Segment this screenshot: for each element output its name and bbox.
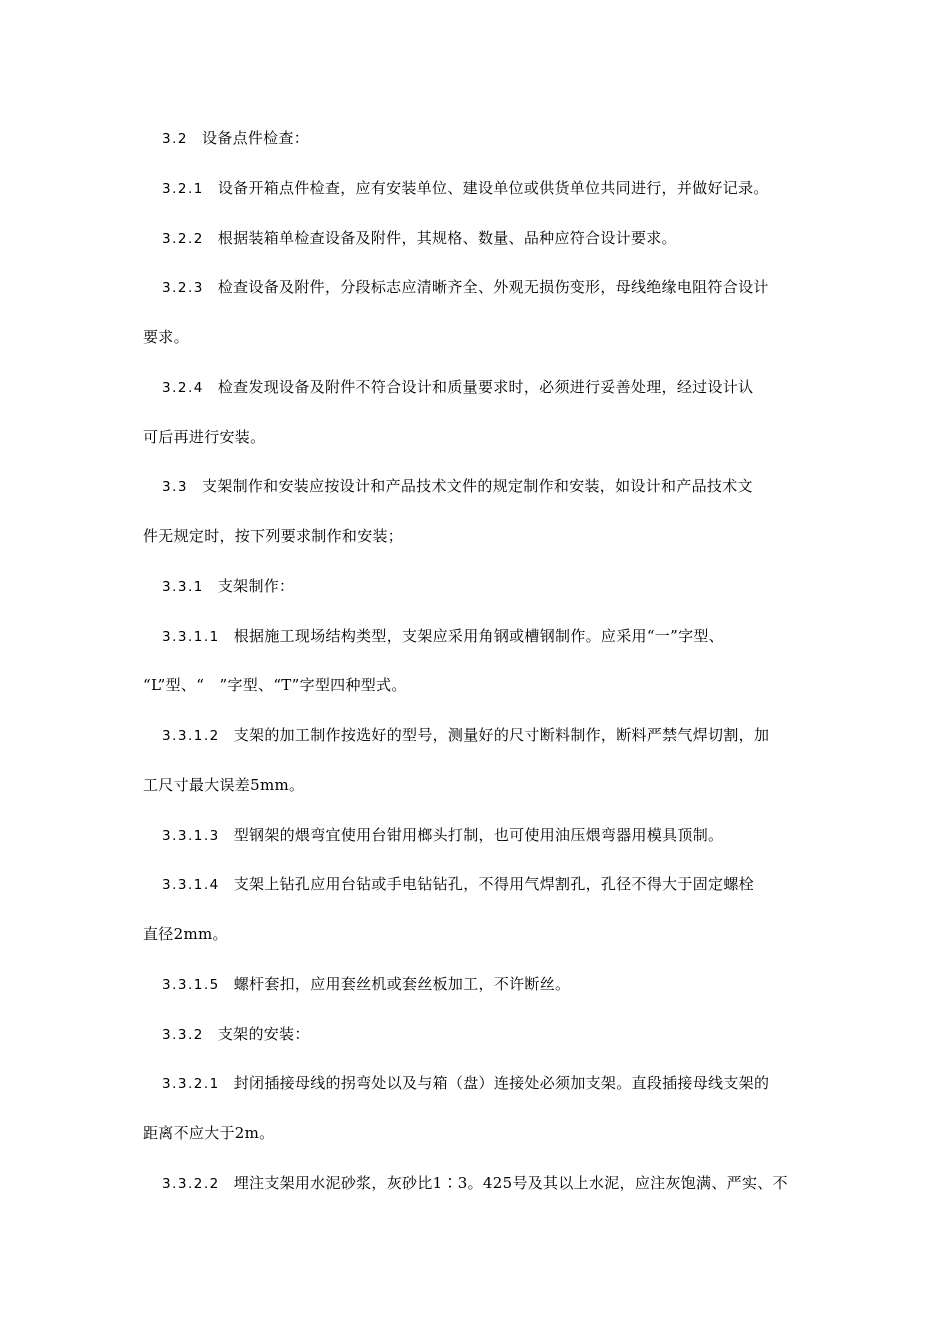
section-number: 3.3.2.2 bbox=[162, 1175, 220, 1192]
section-3-3-1-1-continuation bbox=[143, 671, 809, 721]
section-number: 3.2.3 bbox=[162, 280, 204, 297]
section-3-2-2 bbox=[143, 224, 809, 274]
section-3-3-1-1 bbox=[143, 622, 809, 672]
section-3-3-1-4-continuation bbox=[143, 920, 809, 970]
section-number: 3.2.1 bbox=[162, 180, 204, 197]
section-text: 检查设备及附件，分段标志应清晰齐全、外观无损伤变形，母线绝缘电阻符合设计 bbox=[217, 278, 769, 297]
section-text: 支架的安装： bbox=[217, 1024, 310, 1043]
section-number: 3.2.4 bbox=[162, 379, 204, 396]
section-number: 3.2.2 bbox=[162, 230, 204, 247]
section-3-2-1 bbox=[143, 174, 809, 224]
section-3-3-2 bbox=[143, 1020, 809, 1070]
section-number: 3.3.1.3 bbox=[162, 827, 220, 844]
section-number: 3.2 bbox=[162, 131, 188, 147]
section-3-3-1-2 bbox=[143, 721, 809, 771]
section-3-3-2-1 bbox=[143, 1069, 809, 1119]
section-3-3-1-5 bbox=[143, 970, 809, 1020]
section-text: 埋注支架用水泥砂浆，灰砂比1∶3。425号及其以上水泥，应注灰饱满、严实、不 bbox=[233, 1173, 788, 1192]
section-text: 型钢架的煨弯宜使用台钳用榔头打制，也可使用油压煨弯器用模具顶制。 bbox=[233, 825, 724, 844]
section-text: 检查发现设备及附件不符合设计和质量要求时，必须进行妥善处理，经过设计认 bbox=[217, 377, 754, 396]
section-number: 3.3.2 bbox=[162, 1026, 204, 1043]
section-number: 3.3.1.5 bbox=[162, 976, 220, 993]
section-3-3-2-2 bbox=[143, 1169, 809, 1219]
section-text: 封闭插接母线的拐弯处以及与箱（盘）连接处必须加支架。直段插接母线支架的 bbox=[233, 1074, 770, 1093]
section-number: 3.3.1.2 bbox=[162, 728, 220, 744]
section-number: 3.3.2.1 bbox=[162, 1076, 220, 1093]
section-3-2-3-continuation bbox=[143, 323, 809, 373]
section-text: 螺杆套扣，应用套丝机或套丝板加工，不许断丝。 bbox=[233, 974, 571, 993]
section-text: 设备点件检查： bbox=[201, 129, 310, 147]
section-text: 根据装箱单检查设备及附件，其规格、数量、品种应符合设计要求。 bbox=[217, 228, 677, 247]
section-3-2-3 bbox=[143, 273, 809, 323]
section-text: 支架制作和安装应按设计和产品技术文件的规定制作和安装，如设计和产品技术文 bbox=[201, 477, 753, 496]
section-number: 3.3.1.1 bbox=[162, 628, 220, 645]
section-3-3-1-2-continuation bbox=[143, 771, 809, 821]
section-text: 支架制作： bbox=[217, 576, 295, 595]
section-text-continuation: “L”型、“ ”字型、“T”字型四种型式。 bbox=[143, 676, 407, 695]
section-number: 3.3 bbox=[162, 479, 188, 496]
section-3-3-1-3 bbox=[143, 821, 809, 871]
section-text-continuation: 件无规定时，按下列要求制作和安装； bbox=[143, 527, 404, 545]
section-3-2-4-continuation bbox=[143, 423, 809, 473]
section-text: 设备开箱点件检查，应有安装单位、建设单位或供货单位共同进行，并做好记录。 bbox=[217, 178, 769, 197]
section-3-3-1-4 bbox=[143, 870, 809, 920]
section-3-3-1 bbox=[143, 572, 809, 622]
section-3-2-4 bbox=[143, 373, 809, 423]
document-page bbox=[143, 124, 809, 1219]
section-3-3 bbox=[143, 472, 809, 522]
section-text-continuation: 距离不应大于2m。 bbox=[143, 1124, 275, 1142]
section-3-3-continuation bbox=[143, 522, 809, 572]
section-text-continuation: 可后再进行安装。 bbox=[143, 427, 266, 446]
section-3-3-2-1-continuation bbox=[143, 1119, 809, 1169]
section-text-continuation: 工尺寸最大误差5mm。 bbox=[143, 775, 305, 794]
section-text-continuation: 要求。 bbox=[143, 328, 189, 346]
section-text: 支架上钻孔应用台钻或手电钻钻孔，不得用气焊割孔，孔径不得大于固定螺栓 bbox=[233, 875, 754, 894]
section-text-continuation: 直径2mm。 bbox=[143, 925, 228, 943]
section-text: 支架的加工制作按选好的型号，测量好的尺寸断料制作，断料严禁气焊切割，加 bbox=[233, 726, 770, 744]
section-text: 根据施工现场结构类型，支架应采用角钢或槽钢制作。应采用“一”字型、 bbox=[233, 626, 724, 645]
section-3-2 bbox=[143, 124, 809, 174]
section-number: 3.3.1.4 bbox=[162, 877, 220, 894]
section-number: 3.3.1 bbox=[162, 578, 204, 595]
